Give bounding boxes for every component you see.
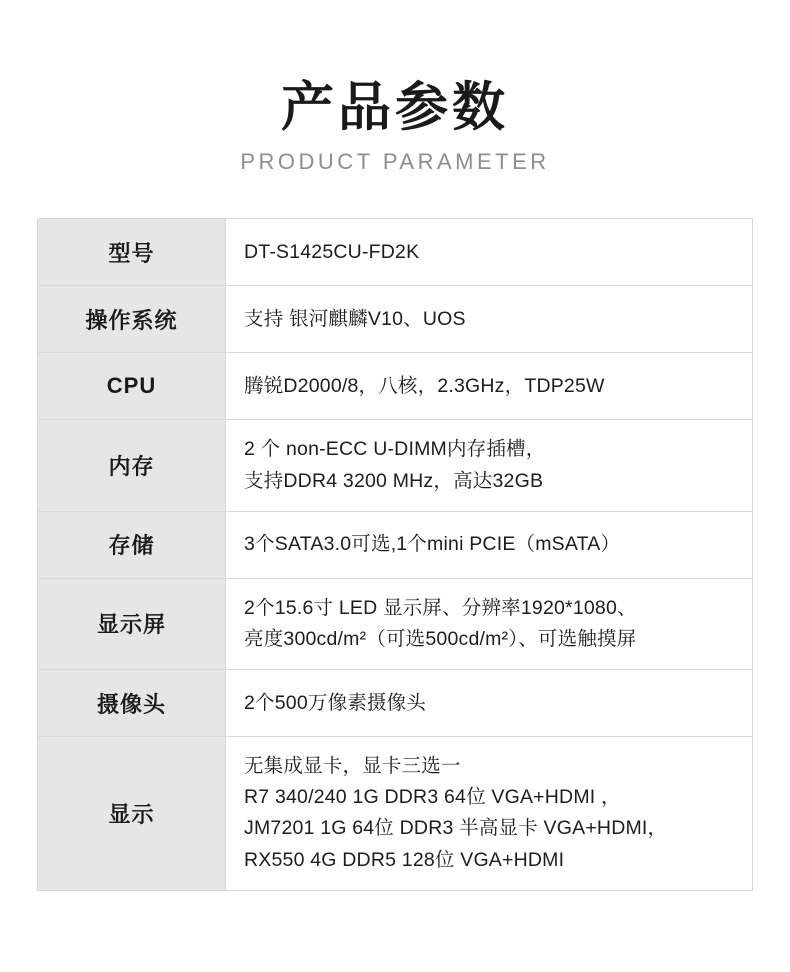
spec-value-line: JM7201 1G 64位 DDR3 半高显卡 VGA+HDMI， bbox=[244, 817, 668, 840]
table-row bbox=[38, 578, 753, 669]
spec-label-display-panel: 显示屏 bbox=[38, 578, 226, 669]
spec-value-line: RX550 4G DDR5 128位 VGA+HDMI bbox=[244, 848, 565, 871]
spec-label-camera: 摄像头 bbox=[38, 670, 226, 737]
specification-table bbox=[37, 218, 753, 891]
spec-value-line: R7 340/240 1G DDR3 64位 VGA+HDMI ， bbox=[244, 786, 621, 809]
spec-label-memory: 内存 bbox=[38, 420, 226, 511]
table-row bbox=[38, 353, 753, 420]
spec-value-line: 支持 银河麒麟V10、UOS bbox=[244, 307, 466, 330]
spec-value-memory bbox=[226, 420, 753, 511]
table-row bbox=[38, 670, 753, 737]
spec-value-line: 2个15.6寸 LED 显示屏、分辨率1920*1080、 bbox=[244, 596, 637, 619]
table-row bbox=[38, 286, 753, 353]
spec-value-line: 2 个 non-ECC U-DIMM内存插槽， bbox=[244, 438, 546, 461]
table-row bbox=[38, 737, 753, 891]
table-row bbox=[38, 420, 753, 511]
spec-value-line: DT-S1425CU-FD2K bbox=[244, 240, 420, 263]
spec-label-storage: 存储 bbox=[38, 511, 226, 578]
spec-value-line: 无集成显卡，显卡三选一 bbox=[244, 755, 461, 778]
page-title: 产品参数 bbox=[281, 78, 509, 137]
spec-label-graphics: 显示 bbox=[38, 737, 226, 891]
spec-value-camera bbox=[226, 670, 753, 737]
page-subtitle: PRODUCT PARAMETER bbox=[240, 149, 550, 175]
spec-value-line: 亮度300cd/m²（可选500cd/m²）、可选触摸屏 bbox=[244, 627, 637, 650]
spec-value-line: 支持DDR4 3200 MHz，高达32GB bbox=[244, 469, 544, 492]
spec-value-display-panel bbox=[226, 578, 753, 669]
spec-value-graphics bbox=[226, 737, 753, 891]
table-row bbox=[38, 219, 753, 286]
spec-label-cpu: CPU bbox=[38, 353, 226, 420]
spec-value-storage bbox=[226, 511, 753, 578]
spec-value-line: 腾锐D2000/8，八核，2.3GHz，TDP25W bbox=[244, 374, 605, 397]
spec-label-os: 操作系统 bbox=[38, 286, 226, 353]
table-row bbox=[38, 511, 753, 578]
spec-value-model bbox=[226, 219, 753, 286]
spec-value-line: 2个500万像素摄像头 bbox=[244, 691, 427, 714]
specification-table-body bbox=[38, 219, 753, 891]
spec-value-cpu bbox=[226, 353, 753, 420]
spec-value-line: 3个SATA3.0可选,1个mini PCIE（mSATA） bbox=[244, 533, 621, 556]
spec-label-model: 型号 bbox=[38, 219, 226, 286]
page-header bbox=[0, 0, 790, 175]
spec-value-os bbox=[226, 286, 753, 353]
